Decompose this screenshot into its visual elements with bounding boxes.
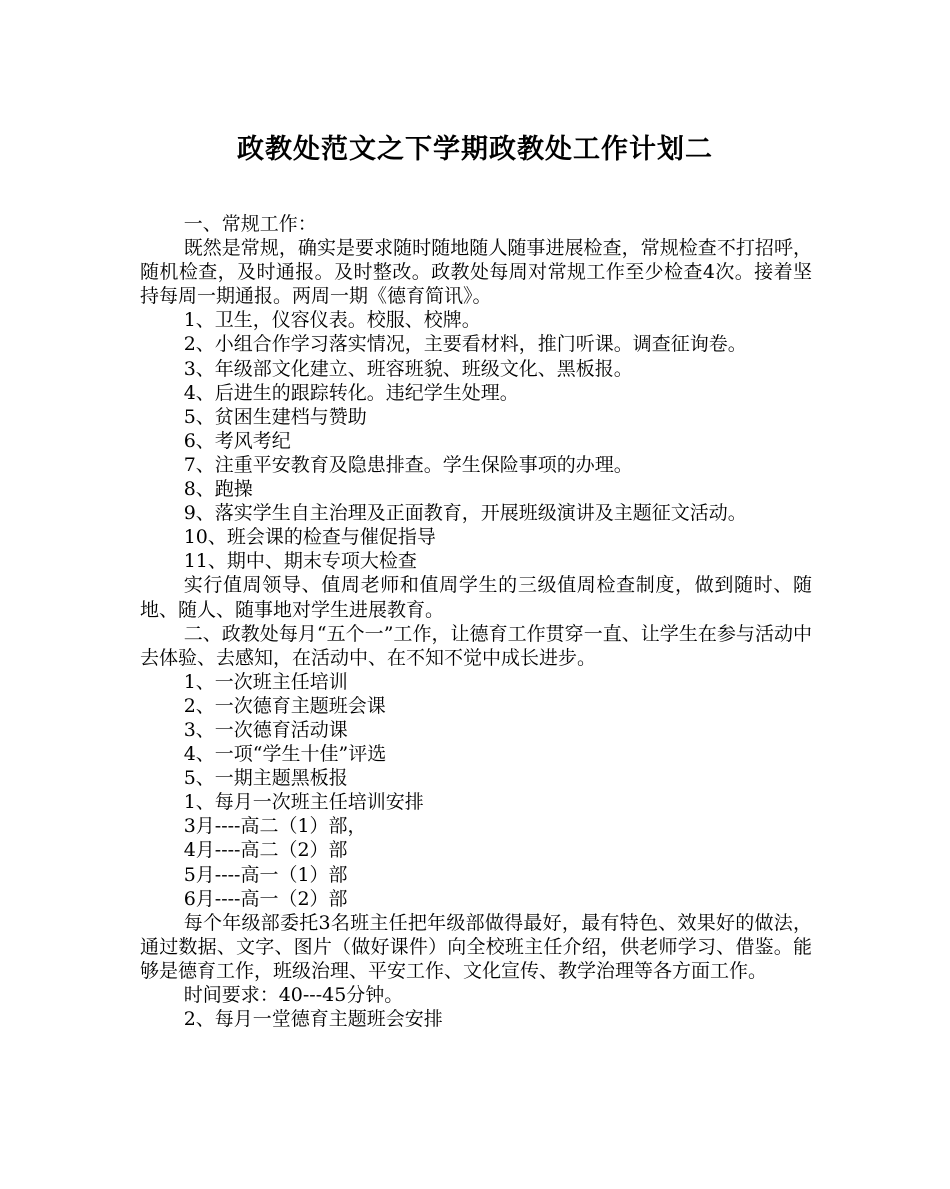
list-item: 10、班会课的检查与催促指导 (183, 526, 436, 549)
list-item: 1、卫生，仪容仪表。校服、校牌。 (183, 309, 481, 332)
list-item: 5月----高一（1）部 (183, 863, 348, 886)
list-item: 1、每月一次班主任培训安排 (183, 791, 424, 814)
list-item: 3、一次德育活动课 (183, 718, 348, 741)
paragraph: 既然是常规，确实是要求随时随地随人随事进展检查，常规检查不打招呼，随机检查，及时通报。及时整改。政教处每周对常规工作至少检查4次。接着坚持每周一期通报。两周一期《德育简讯》。 (140, 237, 812, 308)
document-body (140, 212, 812, 1031)
document-title: 政教处范文之下学期政教处工作计划二 (237, 134, 713, 165)
list-item: 4、后进生的跟踪转化。违纪学生处理。 (183, 381, 519, 404)
list-item: 6月----高一（2）部 (183, 887, 348, 910)
list-item: 9、落实学生自主治理及正面教育，开展班级演讲及主题征文活动。 (183, 502, 747, 525)
list-item: 3月----高二（1）部， (183, 815, 367, 838)
paragraph: 一、常规工作： (183, 213, 317, 235)
list-item: 5、贫困生建档与赞助 (183, 405, 367, 428)
list-item: 2、每月一堂德育主题班会安排 (183, 1008, 443, 1031)
paragraph: 二、政教处每月“五个一”工作，让德育工作贯穿一直、让学生在参与活动中去体验、去感知，在活动中、在不知不觉中成长进步。 (140, 622, 812, 669)
paragraph: 每个年级部委托3名班主任把年级部做得最好，最有特色、效果好的做法，通过数据、文字、图片（做好课件）向全校班主任介绍，供老师学习、借鉴。能够是德育工作，班级治理、平安工作、文化宣传、教学治理等各方面工作。 (140, 911, 812, 982)
list-item: 1、一次班主任培训 (183, 670, 348, 693)
list-item: 8、跑操 (183, 478, 253, 501)
list-item: 11、期中、期末专项大检查 (183, 550, 417, 573)
paragraph: 时间要求：40---45分钟。 (183, 984, 404, 1006)
list-item: 3、年级部文化建立、班容班貌、班级文化、黑板报。 (183, 357, 633, 380)
list-item: 4月----高二（2）部 (183, 839, 348, 862)
paragraph: 实行值周领导、值周老师和值周学生的三级值周检查制度，做到随时、随地、随人、随事地对学生进展教育。 (140, 574, 812, 621)
list-item: 2、小组合作学习落实情况，主要看材料，推门听课。调查征询卷。 (183, 333, 747, 356)
list-item: 6、考风考纪 (183, 429, 291, 452)
list-item: 7、注重平安教育及隐患排查。学生保险事项的办理。 (183, 453, 633, 476)
list-item: 2、一次德育主题班会课 (183, 694, 386, 717)
list-item: 5、一期主题黑板报 (183, 767, 348, 790)
list-item: 4、一项“学生十佳”评选 (183, 743, 387, 766)
